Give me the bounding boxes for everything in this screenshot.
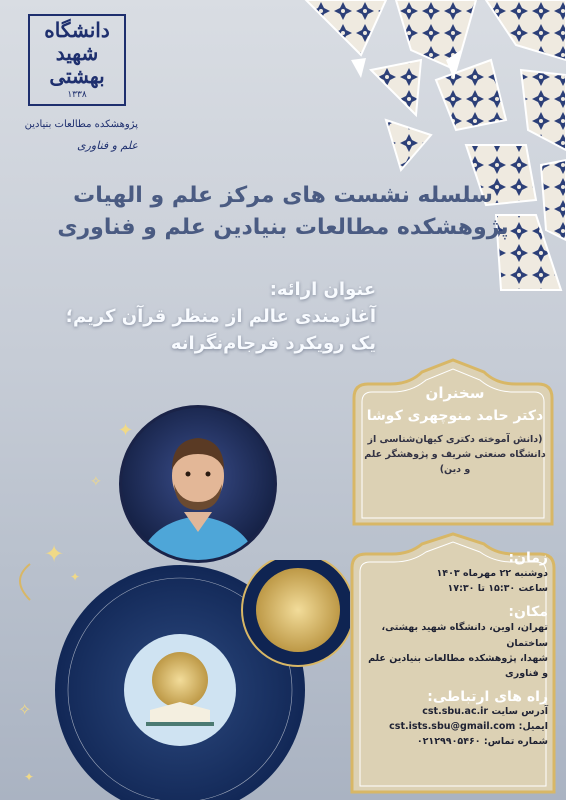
speaker-name: دکتر حامد منوچهری کوشا <box>366 408 544 424</box>
speaker-affiliation-line-2: دانشگاه صنعتی شریف و پژوهشگر علم و دین) <box>364 449 546 476</box>
contact-site-row <box>362 705 548 720</box>
speaker-affiliation-line-1: (دانش آموخته دکتری کیهان‌شناسی از <box>367 434 543 445</box>
sparkle-icon: ✦ <box>118 420 134 441</box>
sparkle-icon: ✧ <box>90 474 102 490</box>
phone-number[interactable]: ۰۲۱۲۹۹۰۵۴۶۰ <box>416 735 481 747</box>
place-line-1: تهران، اوین، دانشگاه شهید بهشتی، ساختمان <box>381 622 548 649</box>
time-date: دوشنبه ۲۲ مهرماه ۱۴۰۳ <box>436 568 548 579</box>
talk-label: عنوان ارائه: <box>269 279 376 300</box>
site-link[interactable]: cst.sbu.ac.ir <box>422 706 489 718</box>
contact-phone-row <box>362 735 548 750</box>
institute-line-2: علم و فناوری <box>77 139 138 152</box>
sparkle-icon: ✧ <box>18 700 32 719</box>
site-label: آدرس سایت <box>491 706 548 718</box>
logo-line-2: شهید بهشتی <box>49 41 105 89</box>
sparkle-icon: ✦ <box>24 770 35 784</box>
place-line-2: شهدا، پژوهشکده مطالعات بنیادین علم و فناوری <box>368 652 548 679</box>
logo-year: ۱۳۳۸ <box>67 90 87 101</box>
sparkle-icon: ✦ <box>70 570 81 584</box>
university-logo <box>28 14 126 106</box>
decorative-circles <box>0 560 350 800</box>
email-label: ایمیل: <box>518 720 548 732</box>
series-title <box>20 180 546 244</box>
talk-title-line-1: آغازمندی عالم از منظر قرآن کریم؛ <box>65 306 376 327</box>
series-title-line-2: پژوهشکده مطالعات بنیادین علم و فناوری <box>57 214 509 240</box>
email-link[interactable]: cst.ists.sbu@gmail.com <box>389 720 516 732</box>
sparkle-icon: ✦ <box>44 540 65 568</box>
logo-line-1: دانشگاه <box>44 18 110 43</box>
contact-label: راه های ارتباطی: <box>427 689 548 706</box>
speaker-label: سخنران <box>425 384 485 402</box>
contact-email-row <box>362 720 548 735</box>
institute-name <box>18 118 138 153</box>
event-info <box>362 546 548 749</box>
time-label: زمان: <box>508 550 548 566</box>
talk-title-block <box>20 276 376 357</box>
place-label: مکان: <box>508 604 548 621</box>
speaker-affiliation <box>362 432 548 478</box>
series-title-line-1: سلسله نشست های مرکز علم و الهیات <box>73 183 493 208</box>
decorative-tiles <box>156 0 566 300</box>
talk-title-line-2: یک رویکرد فرجام‌نگرانه <box>170 333 376 354</box>
institute-line-1: پژوهشکده مطالعات بنیادین <box>24 119 138 130</box>
speaker-section <box>362 384 548 478</box>
time-hours: ساعت ۱۵:۳۰ تا ۱۷:۳۰ <box>447 583 548 595</box>
phone-label: شماره تماس: <box>483 735 548 747</box>
speaker-portrait <box>118 404 278 564</box>
